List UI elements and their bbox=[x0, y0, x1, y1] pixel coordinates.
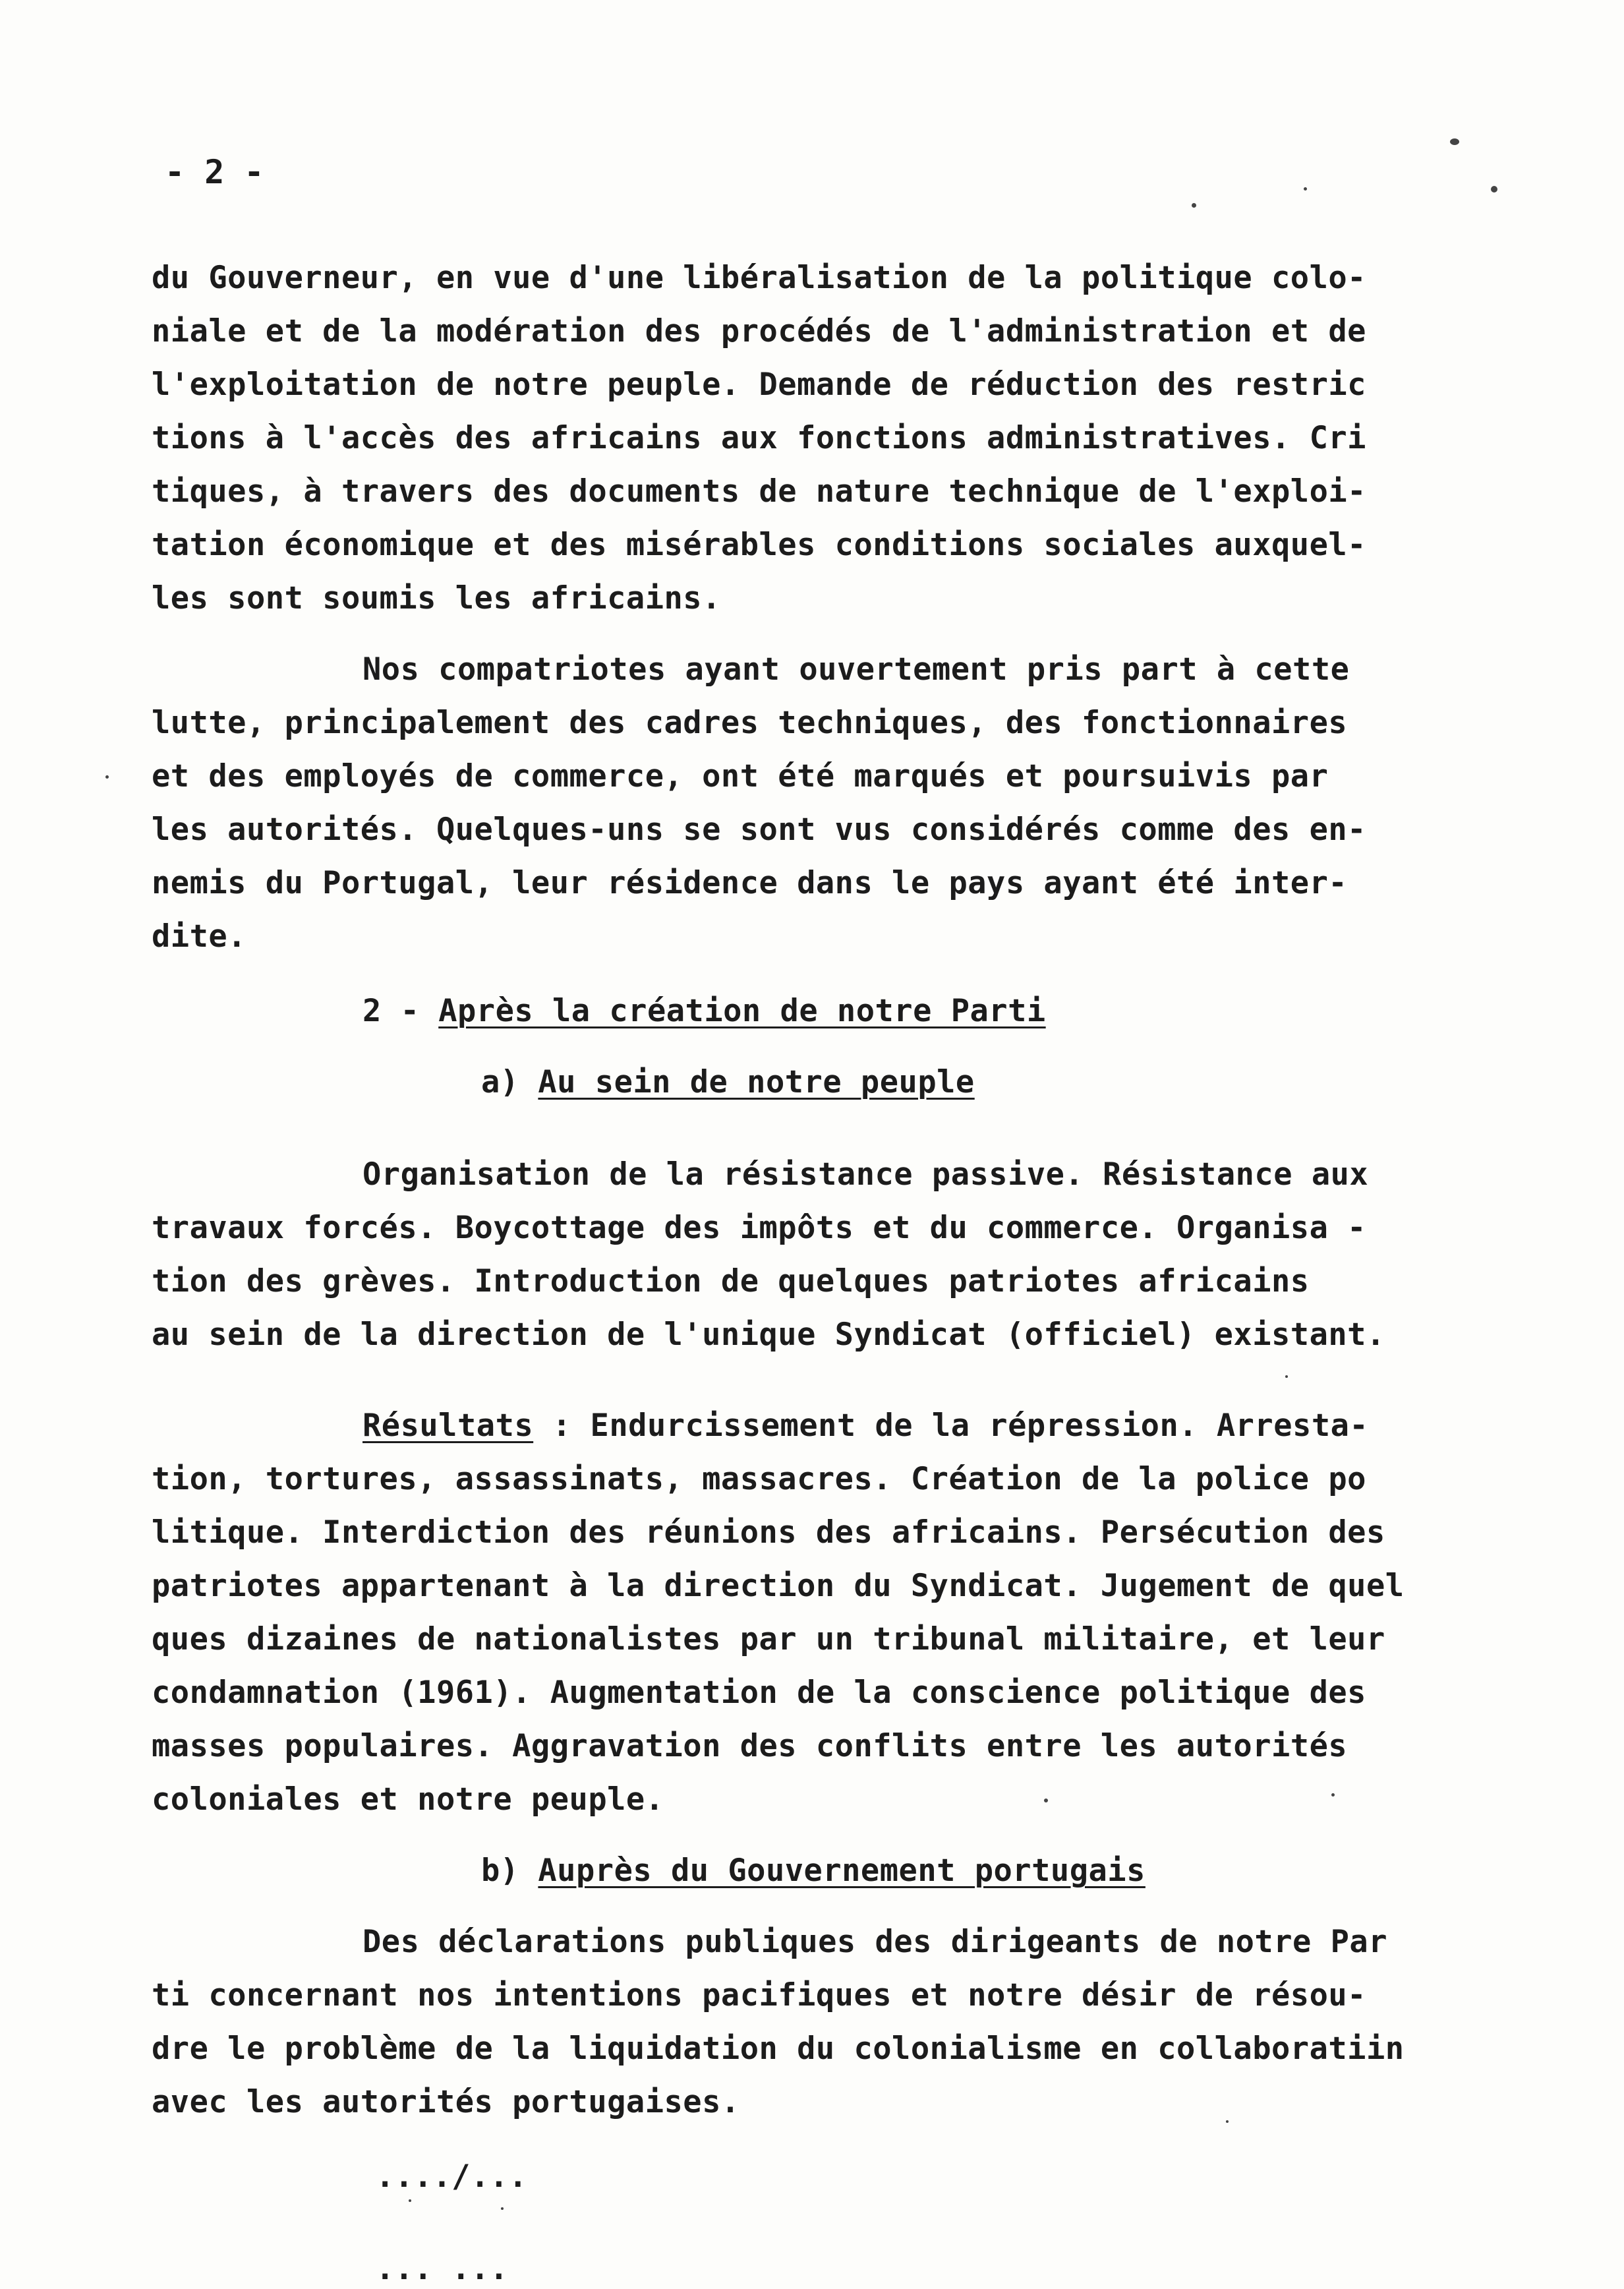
text-line: ques dizaines de nationalistes par un tribunal militaire, et leur bbox=[152, 1621, 1385, 1657]
section-heading bbox=[362, 992, 1046, 1031]
text-line: tion, tortures, assassinats, massacres. Création de la police po bbox=[152, 1461, 1366, 1497]
section-number: 2 - bbox=[362, 993, 439, 1029]
scan-speck bbox=[1285, 1375, 1288, 1378]
text-line: dite. bbox=[152, 918, 246, 955]
page-number: - 2 - bbox=[165, 153, 264, 191]
subsection-title: Au sein de notre peuple bbox=[538, 1064, 975, 1100]
text-line: patriotes appartenant à la direction du Syndicat. Jugement de quel bbox=[152, 1568, 1405, 1604]
section-title: Après la création de notre Parti bbox=[438, 993, 1046, 1029]
text-line: au sein de la direction de l'unique Syndicat (officiel) existant. bbox=[152, 1317, 1385, 1353]
results-first-line bbox=[362, 1406, 1368, 1446]
text-line: niale et de la modération des procédés de l'administration et de bbox=[152, 313, 1366, 349]
text-line: les sont soumis les africains. bbox=[152, 580, 721, 616]
scan-speck bbox=[1226, 2120, 1229, 2123]
text-line: Des déclarations publiques des dirigeants de notre Par bbox=[362, 1924, 1388, 1960]
subsection-letter: a) bbox=[481, 1064, 538, 1100]
continuation-mark: ..../... bbox=[376, 2158, 528, 2195]
text-line: Nos compatriotes ayant ouvertement pris part à cette bbox=[362, 651, 1350, 688]
text-line: tion des grèves. Introduction de quelques patriotes africains bbox=[152, 1263, 1310, 1299]
subsection-letter: b) bbox=[481, 1853, 538, 1889]
subsection-title: Auprès du Gouvernement portugais bbox=[538, 1853, 1146, 1889]
text-line: lutte, principalement des cadres techniques, des fonctionnaires bbox=[152, 705, 1348, 741]
scan-speck bbox=[105, 775, 109, 779]
text-line: et des employés de commerce, ont été marqués et poursuivis par bbox=[152, 758, 1329, 794]
scan-speck bbox=[409, 2199, 411, 2202]
scan-speck bbox=[1450, 138, 1459, 145]
scan-speck bbox=[1192, 203, 1196, 208]
text-line: du Gouverneur, en vue d'une libéralisation de la politique colo- bbox=[152, 260, 1366, 296]
text-line: Organisation de la résistance passive. Résistance aux bbox=[362, 1156, 1369, 1193]
text-line: travaux forcés. Boycottage des impôts et du commerce. Organisa - bbox=[152, 1210, 1366, 1246]
results-label: Résultats bbox=[362, 1408, 534, 1444]
text-line: masses populaires. Aggravation des conflits entre les autorités bbox=[152, 1728, 1348, 1764]
scan-speck bbox=[1491, 186, 1497, 193]
text-line: les autorités. Quelques-uns se sont vus considérés comme des en- bbox=[152, 812, 1366, 848]
text-line: l'exploitation de notre peuple. Demande de réduction des restric bbox=[152, 367, 1366, 403]
text-line: litique. Interdiction des réunions des africains. Persécution des bbox=[152, 1514, 1385, 1551]
text-line: tiques, à travers des documents de nature technique de l'exploi- bbox=[152, 473, 1366, 510]
scan-speck bbox=[1044, 1798, 1048, 1802]
text-line: nemis du Portugal, leur résidence dans le pays ayant été inter- bbox=[152, 865, 1348, 901]
scan-speck bbox=[1304, 187, 1307, 191]
text-line: condamnation (1961). Augmentation de la conscience politique des bbox=[152, 1675, 1366, 1711]
text-line: ti concernant nos intentions pacifiques et notre désir de résou- bbox=[152, 1977, 1366, 2013]
text-line: tions à l'accès des africains aux fonctions administratives. Cri bbox=[152, 420, 1366, 456]
scan-speck bbox=[1331, 1793, 1335, 1797]
text-line: dre le problème de la liquidation du colonialisme en collaboratiin bbox=[152, 2031, 1405, 2067]
text-line: tation économique et des misérables conditions sociales auxquel- bbox=[152, 527, 1366, 563]
bottom-mark: ... ... bbox=[376, 2251, 509, 2287]
subsection-heading bbox=[481, 1851, 1146, 1891]
scan-speck bbox=[501, 2207, 504, 2210]
results-first-line-text: : Endurcissement de la répression. Arresta- bbox=[533, 1408, 1369, 1444]
text-line: coloniales et notre peuple. bbox=[152, 1781, 664, 1818]
subsection-heading bbox=[481, 1063, 975, 1102]
text-line: avec les autorités portugaises. bbox=[152, 2084, 740, 2120]
